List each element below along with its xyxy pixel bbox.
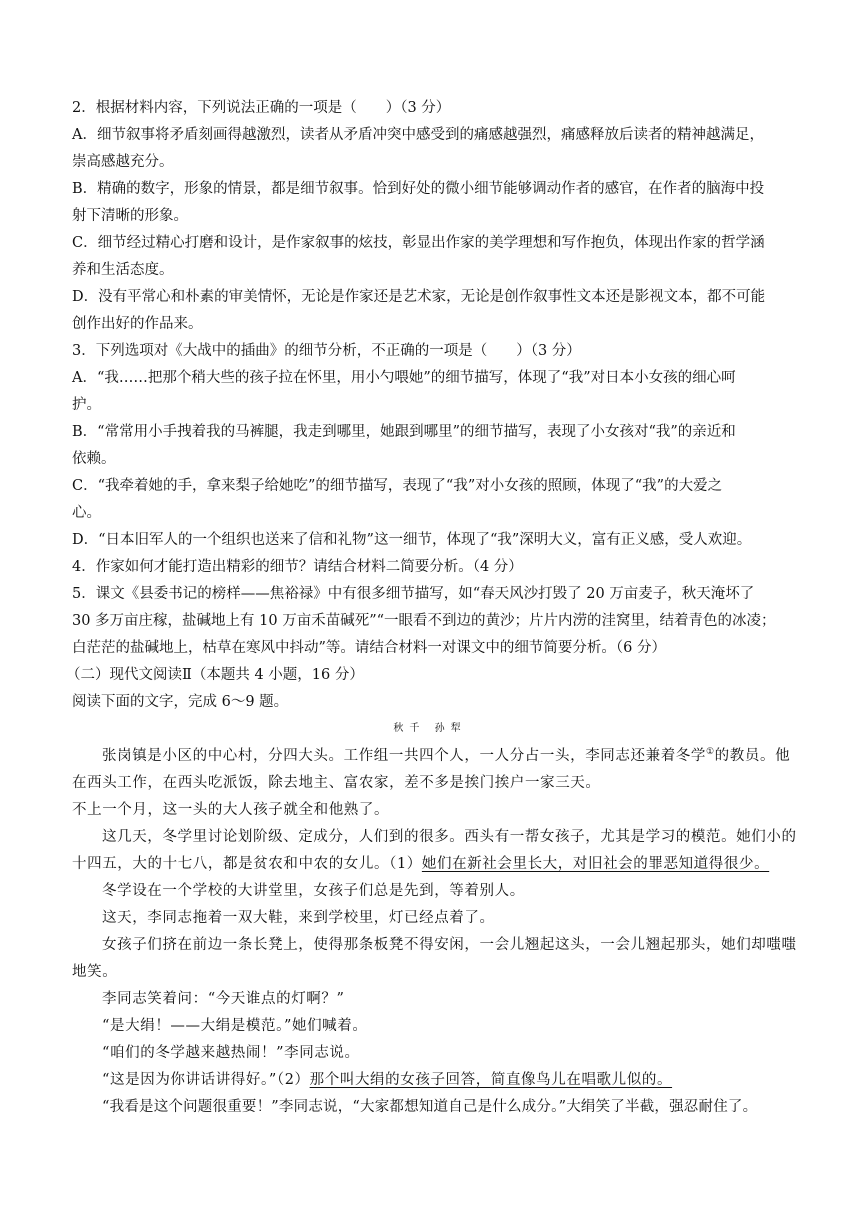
question-5-line-1: 5．课文《县委书记的榜样——焦裕禄》中有很多细节描写，如“春天风沙打毁了 20 万亩麦子，秋天淹坏了 bbox=[72, 586, 755, 602]
story-title: 秋千 孙犁 bbox=[393, 723, 467, 734]
question-3-option-b-cont: 依赖。 bbox=[72, 451, 116, 467]
story-paragraph-1-cont: 在西头工作，在西头吃派饭，除去地主、富农家，差不多是挨门挨户一家三天。 bbox=[72, 775, 601, 791]
question-2-option-b: B．精确的数字，形象的情景，都是细节叙事。恰到好处的微小细节能够调动作者的感官，在作者的脑海中投 bbox=[72, 181, 765, 197]
underlined-sentence-2: 那个叫大绢的女孩子回答，简直像鸟儿在唱歌儿似的。 bbox=[309, 1072, 673, 1088]
story-text: “这是因为你讲话讲得好。”（2） bbox=[102, 1072, 310, 1088]
question-2-option-a-cont: 崇高感越充分。 bbox=[72, 154, 174, 170]
story-paragraph-3: 冬学设在一个学校的大讲堂里，女孩子们总是先到，等着别人。 bbox=[102, 883, 525, 899]
story-paragraph-10: “我看是这个问题很重要！”李同志说，“大家都想知道自己是什么成分。”大绢笑了半截，强忍耐住了。 bbox=[102, 1099, 758, 1115]
question-4: 4．作家如何才能打造出精彩的细节？请结合材料二简要分析。（4 分） bbox=[72, 559, 523, 575]
question-3-option-a-cont: 护。 bbox=[72, 397, 101, 413]
question-3-option-a: A．“我……把那个稍大些的孩子拉在怀里，用小勺喂她”的细节描写，体现了“我”对日本小女孩的细心呵 bbox=[72, 370, 736, 386]
question-2-option-a: A．细节叙事将矛盾刻画得越激烈，读者从矛盾冲突中感受到的痛感越强烈，痛感释放后读者的精神越满足， bbox=[72, 127, 764, 143]
story-paragraph-8: “咱们的冬学越来越热闹！”李同志说。 bbox=[102, 1045, 360, 1061]
question-2-option-d-cont: 创作出好的作品来。 bbox=[72, 316, 203, 332]
story-paragraph-4: 这天，李同志拖着一双大鞋，来到学校里，灯已经点着了。 bbox=[102, 910, 495, 926]
story-paragraph-1 bbox=[102, 746, 790, 766]
question-5-line-3: 白茫茫的盐碱地上，枯草在寒风中抖动”等。请结合材料一对课文中的细节简要分析。（6 分） bbox=[72, 640, 666, 656]
question-2-option-b-cont: 射下清晰的形象。 bbox=[72, 208, 188, 224]
question-2-stem: 2．根据材料内容，下列说法正确的一项是（ ）（3 分） bbox=[72, 100, 451, 116]
question-3-option-b: B．“常常用小手拽着我的马裤腿，我走到哪里，她跟到哪里”的细节描写，表现了小女孩对“我”的亲近和 bbox=[72, 424, 736, 440]
question-2-option-d: D．没有平常心和朴素的审美情怀，无论是作家还是艺术家，无论是创作叙事性文本还是影视文本，都不可能 bbox=[72, 289, 766, 305]
story-paragraph-6: 李同志笑着问：“今天谁点的灯啊？” bbox=[102, 991, 345, 1007]
story-text: 张岗镇是小区的中心村，分四大头。工作组一共四个人，一人分占一头，李同志还兼着冬学 bbox=[102, 748, 706, 764]
question-3-option-c: C．“我牵着她的手，拿来梨子给她吃”的细节描写，表现了“我”对小女孩的照顾，体现了“我”的大爱之 bbox=[72, 478, 723, 494]
story-paragraph-7: “是大绢！——大绢是模范。”她们喊着。 bbox=[102, 1018, 368, 1034]
story-paragraph-5-cont: 地笑。 bbox=[72, 964, 118, 980]
question-3-option-d: D．“日本旧军人的一个组织也送来了信和礼物”这一细节，体现了“我”深明大义，富有正义感，受人欢迎。 bbox=[72, 532, 752, 548]
section-heading: （二）现代文阅读Ⅱ（本题共 4 小题，16 分） bbox=[66, 667, 364, 683]
question-2-option-c-cont: 养和生活态度。 bbox=[72, 262, 174, 278]
footnote-marker: ① bbox=[706, 747, 715, 758]
story-paragraph-9 bbox=[102, 1070, 672, 1090]
underlined-sentence-1: 她们在新社会里长大，对旧社会的罪恶知道得很少。 bbox=[421, 856, 770, 872]
story-paragraph-1b: 不上一个月，这一头的大人孩子就全和他熟了。 bbox=[72, 802, 390, 818]
story-paragraph-2-cont bbox=[72, 854, 769, 874]
question-5-line-2: 30 多万亩庄稼，盐碱地上有 10 万亩禾苗碱死”“一眼看不到边的黄沙；片片内涝的洼窝里，结着青色的冰凌； bbox=[72, 613, 776, 629]
story-paragraph-5: 女孩子们挤在前边一条长凳上，使得那条板凳不得安闲，一会儿翘起这头，一会儿翘起那头，她们却嗤嗤 bbox=[102, 937, 797, 953]
section-intro: 阅读下面的文字，完成 6～9 题。 bbox=[72, 694, 289, 710]
story-text: 的教员。他 bbox=[714, 748, 791, 764]
question-3-option-c-cont: 心。 bbox=[72, 505, 101, 521]
question-2-option-c: C．细节经过精心打磨和设计，是作家叙事的炫技，彰显出作家的美学理想和写作抱负，体现出作家的哲学涵 bbox=[72, 235, 765, 251]
story-paragraph-2: 这几天，冬学里讨论划阶级、定成分，人们到的很多。西头有一帮女孩子，尤其是学习的模范。她们小的 bbox=[102, 829, 797, 845]
story-text: 十四五，大的十七八，都是贫农和中农的女儿。（1） bbox=[72, 856, 422, 872]
question-3-stem: 3．下列选项对《大战中的插曲》的细节分析，不正确的一项是（ ）（3 分） bbox=[72, 343, 581, 359]
